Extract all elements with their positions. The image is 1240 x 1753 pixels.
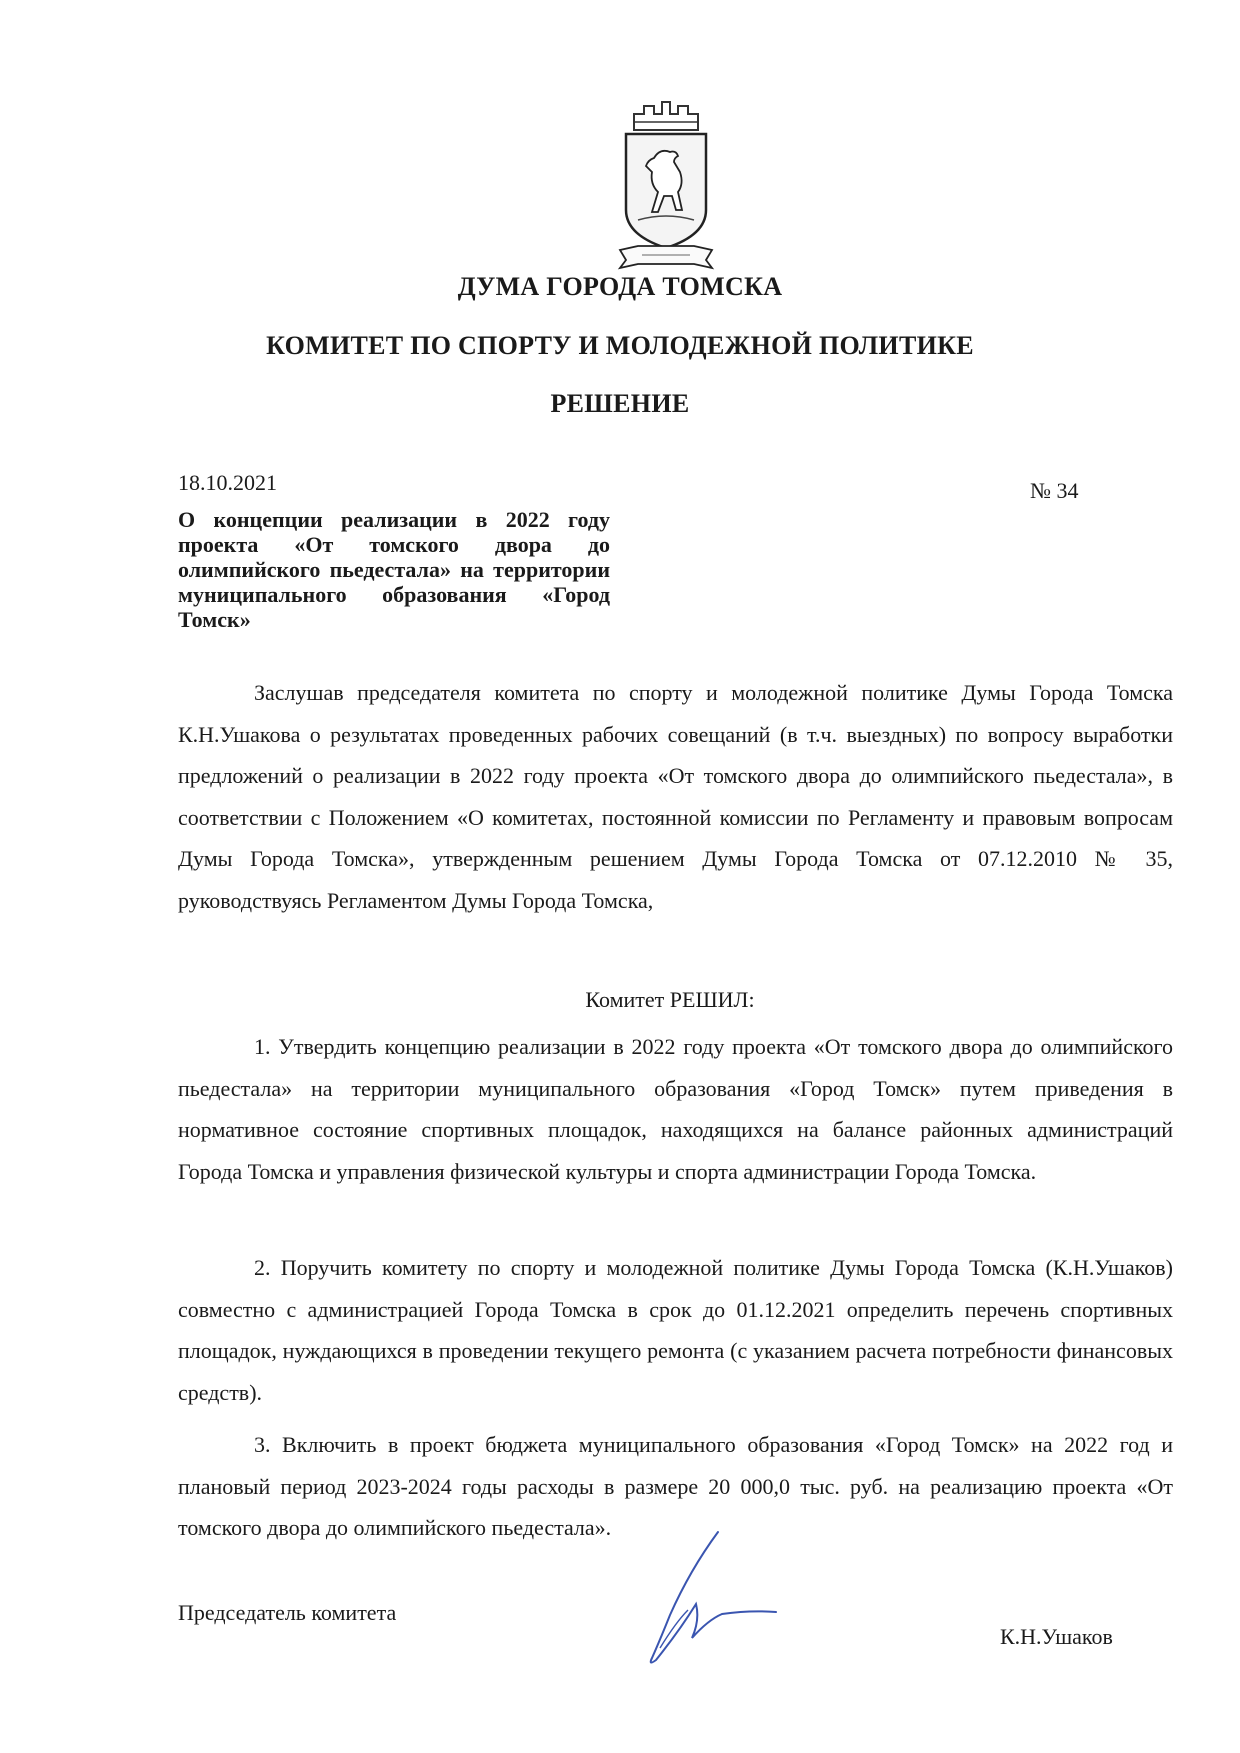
document-number: № 34 — [1030, 478, 1079, 503]
document-date: 18.10.2021 — [178, 470, 277, 495]
organization-title: ДУМА ГОРОДА ТОМСКА — [457, 272, 783, 301]
handwritten-signature — [600, 1520, 780, 1670]
document-subject: О концепции реализации в 2022 году проекта «От томского двора до олимпийского пьедестала» на территории муниципального образования «Город Томск» — [178, 507, 610, 632]
document-type-title: РЕШЕНИЕ — [550, 389, 690, 418]
resolved-heading: Комитет РЕШИЛ: — [585, 987, 755, 1012]
resolution-item-1: 1. Утвердить концепцию реализации в 2022 году проекта «От томского двора до олимпийского пьедестала» на территории муниципального образования «Город Томск» путем приведения в нормативное состояние спортивных площадок, находящихся на балансе районных администраций Города Томска и управления физической культуры и спорта администрации Города Томска. — [178, 1034, 1173, 1184]
intro-paragraph: Заслушав председателя комитета по спорту и молодежной политике Думы Города Томска К.Н.Ушакова о результатах проведенных рабочих совещаний (в т.ч. выездных) по вопросу выработки предложений о реализации в 2022 году проекта «От томского двора до олимпийского пьедестала», в соответствии с Положением «О комитетах, постоянной комиссии по Регламенту и правовым вопросам Думы Города Томска», утвержденным решением Думы Города Томска от 07.12.2010 № 35, руководствуясь Регламентом Думы Города Томска, — [178, 680, 1173, 913]
committee-title: КОМИТЕТ ПО СПОРТУ И МОЛОДЕЖНОЙ ПОЛИТИКЕ — [266, 331, 974, 360]
resolution-item-2: 2. Поручить комитету по спорту и молодежной политике Думы Города Томска (К.Н.Ушаков) совместно с администрацией Города Томска в срок до 01.12.2021 определить перечень спортивных площадок, нуждающихся в проведении текущего ремонта (с указанием расчета потребности финансовых средств). — [178, 1255, 1173, 1405]
signatory-name: К.Н.Ушаков — [1000, 1624, 1113, 1649]
signatory-title: Председатель комитета — [178, 1600, 397, 1625]
resolution-item-3: 3. Включить в проект бюджета муниципального образования «Город Томск» на 2022 год и плановый период 2023-2024 годы расходы в размере 20 000,0 тыс. руб. на реализацию проекта «От томского двора до олимпийского пьедестала». — [178, 1432, 1173, 1540]
coat-of-arms-icon — [616, 100, 716, 270]
